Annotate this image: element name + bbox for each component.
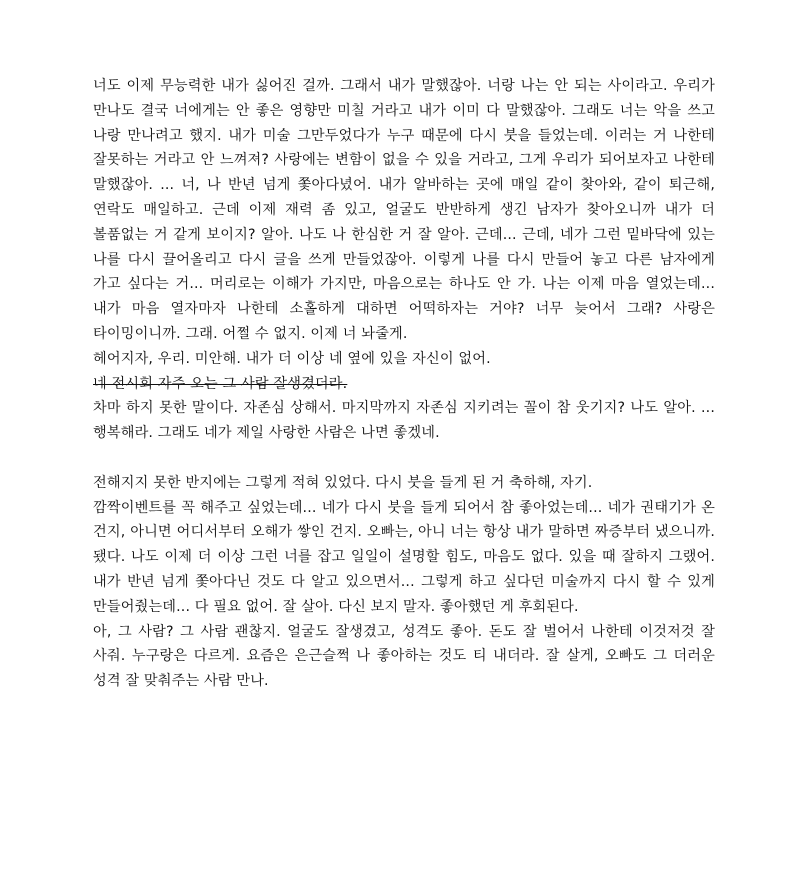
paragraph-struck-line: 네 전시회 자주 오는 그 사람 잘생겼더라.: [93, 375, 348, 392]
document-page: [93, 74, 715, 694]
paragraph-gap: [93, 446, 715, 471]
paragraph-ring-inscription: 전해지지 못한 반지에는 그렇게 적혀 있었다. 다시 붓을 들게 된 거 축하해, 자기.: [93, 474, 593, 491]
paragraph-unsaid-words: 차마 하지 못한 말이다. 자존심 상해서. 마지막까지 자존심 지키려는 꼴이 참 웃기지? 나도 알아. ... 행복해라. 그래도 네가 제일 사랑한 사람은 나면 좋겠네.: [93, 400, 715, 442]
paragraph-breakup-line: 헤어지자, 우리. 미안해. 내가 더 이상 네 옆에 있을 자신이 없어.: [93, 350, 491, 367]
paragraph-monologue-1: 너도 이제 무능력한 내가 싫어진 걸까. 그래서 내가 말했잖아. 너랑 나는 안 되는 사이라고. 우리가 만나도 결국 너에게는 안 좋은 영향만 미칠 거라고 내가 이미 다 말했잖아. 그래도 너는 악을 쓰고 나랑 만나려고 했지. 내가 미술 그만두었다가 누구 때문에 다시 붓을 들었는데. 이러는 거 나한테 잘못하는 거라고 안 느껴져? 사랑에는 변함이 없을 수 있을 거라고, 그게 우리가 되어보자고 나한테 말했잖아. ... 너, 나 반년 넘게 쫓아다녔어. 내가 알바하는 곳에 매일 같이 찾아와, 같이 퇴근해, 연락도 매일하고. 근데 이제 재력 좀 있고, 얼굴도 반반하게 생긴 남자가 찾아오니까 내가 더 볼품없는 거 같게 보이지? 알아. 나도 나 한심한 거 잘 알아. 근데... 근데, 네가 그런 밑바닥에 있는 나를 다시 끌어올리고 다시 글을 쓰게 만들었잖아. 이렇게 나를 다시 만들어 놓고 다른 남자에게 가고 싶다는 거... 머리로는 이해가 가지만, 마음으로는 하나도 안 가. 나는 이제 마음 열었는데... 내가 마음 열자마자 나한테 소홀하게 대하면 어떡하자는 거야? 너무 늦어서 그래? 사랑은 타이밍이니까. 그래. 어쩔 수 없지. 이제 너 놔줄게.: [93, 78, 715, 342]
paragraph-monologue-3: 아, 그 사람? 그 사람 괜찮지. 얼굴도 잘생겼고, 성격도 좋아. 돈도 잘 벌어서 나한테 이것저것 잘 사줘. 누구랑은 다르게. 요즘은 은근슬쩍 나 좋아하는 것도 티 내더라. 잘 살게, 오빠도 그 더러운 성격 잘 맞춰주는 사람 만나.: [93, 623, 715, 690]
paragraph-monologue-2: 깜짝이벤트를 꼭 해주고 싶었는데... 네가 다시 붓을 들게 되어서 참 좋아었는데... 네가 권태기가 온 건지, 아니면 어디서부터 오해가 쌓인 건지. 오빠는, 아니 너는 항상 내가 말하면 짜증부터 냈으니까. 됐다. 나도 이제 더 이상 그런 너를 잡고 일일이 설명할 힘도, 마음도 없다. 있을 때 잘하지 그랬어. 내가 반년 넘게 쫓아다닌 것도 다 알고 있으면서... 그렇게 하고 싶다던 미술까지 다시 할 수 있게 만들어줬는데... 다 필요 없어. 잘 살아. 다신 보지 말자. 좋아했던 게 후회된다.: [93, 499, 715, 615]
